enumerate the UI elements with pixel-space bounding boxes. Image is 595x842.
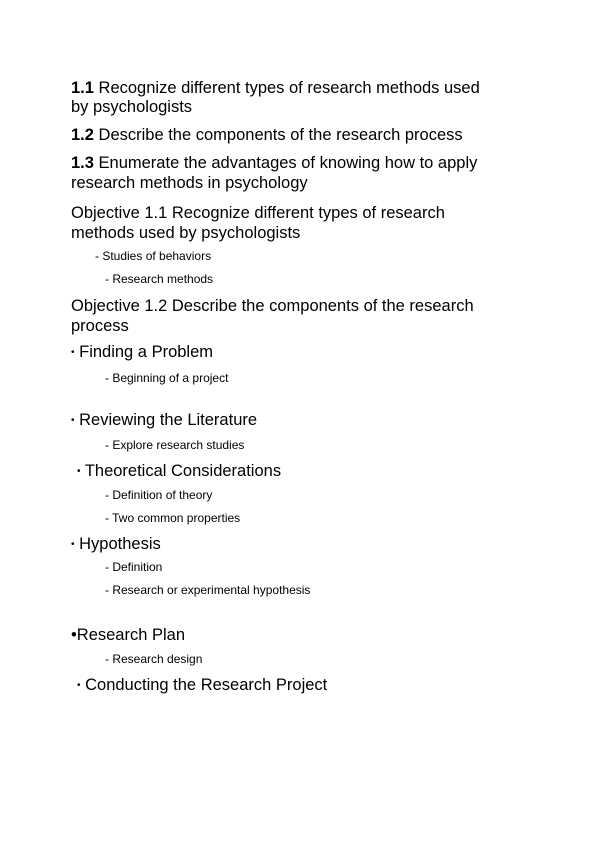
step-label: Hypothesis xyxy=(79,535,161,553)
section-2-heading-line-2: process xyxy=(71,317,129,335)
bullet-icon: • xyxy=(71,347,75,358)
objective-1-1-line-1 xyxy=(71,80,480,97)
bullet-icon: • xyxy=(71,539,75,550)
bullet-icon: • xyxy=(77,466,81,477)
step-sub-item: - Beginning of a project xyxy=(105,371,229,385)
step-sub-item: - Definition xyxy=(105,560,163,574)
section-1-heading-line-2: methods used by psychologists xyxy=(71,224,301,242)
step-label: Theoretical Considerations xyxy=(84,462,282,480)
objective-text: Describe the components of the research process xyxy=(98,126,463,144)
step-finding-a-problem xyxy=(71,344,213,361)
step-hypothesis xyxy=(71,536,161,553)
step-research-plan xyxy=(71,627,185,644)
objective-1-3-line-1 xyxy=(71,155,477,172)
step-reviewing-the-literature xyxy=(71,412,257,429)
section-1-heading-line-1: Objective 1.1 Recognize different types of research xyxy=(71,204,445,222)
step-label: Conducting the Research Project xyxy=(85,676,328,694)
section-1-sub-item: - Studies of behaviors xyxy=(95,249,212,263)
objective-1-2-line-1 xyxy=(71,127,463,144)
step-sub-item: - Explore research studies xyxy=(105,438,245,452)
step-sub-item: - Research or experimental hypothesis xyxy=(105,583,311,597)
step-label: Research Plan xyxy=(76,626,186,644)
section-1-sub-item: - Research methods xyxy=(105,272,214,286)
step-sub-item: - Two common properties xyxy=(105,511,241,525)
bullet-icon: • xyxy=(77,680,81,691)
step-sub-item: - Research design xyxy=(105,652,203,666)
objective-text: Enumerate the advantages of knowing how to apply xyxy=(98,154,478,172)
bullet-icon: • xyxy=(71,626,77,644)
step-theoretical-considerations xyxy=(77,463,281,480)
objective-1-1-line-2: by psychologists xyxy=(71,98,193,116)
bullet-icon: • xyxy=(71,415,75,426)
objective-number: 1.1 xyxy=(71,79,94,97)
step-label: Finding a Problem xyxy=(79,343,214,361)
objective-text: Recognize different types of research methods used xyxy=(98,79,480,97)
objective-1-3-line-2: research methods in psychology xyxy=(71,174,308,192)
objective-number: 1.3 xyxy=(71,154,94,172)
section-2-heading-line-1: Objective 1.2 Describe the components of the research xyxy=(71,297,474,315)
step-conducting-the-research-project xyxy=(77,677,327,694)
objective-number: 1.2 xyxy=(71,126,94,144)
step-label: Reviewing the Literature xyxy=(79,411,258,429)
step-sub-item: - Definition of theory xyxy=(105,488,213,502)
